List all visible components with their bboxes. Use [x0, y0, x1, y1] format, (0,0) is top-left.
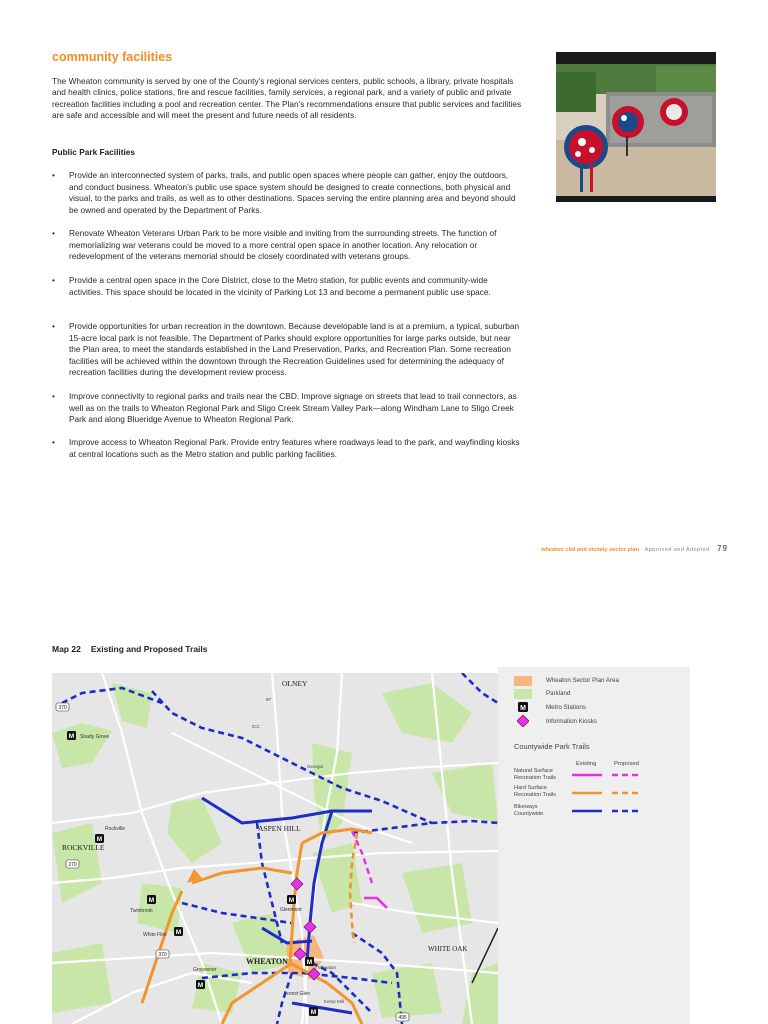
- page-footer: [541, 544, 728, 553]
- legend-trails-heading: Countywide Park Trails: [514, 742, 590, 751]
- map-title: [52, 644, 208, 654]
- bullet-text: Improve access to Wheaton Regional Park. Provide entry features where roadways lead to the park, and wayfinding kiosks at central locations such as the Metro station and public parking facilities.: [69, 437, 520, 459]
- bullet-dot: •: [52, 391, 55, 401]
- parkland-swatch: [514, 689, 532, 699]
- legend-trail-line1: Bikeways: [514, 804, 538, 810]
- bullet-dot: •: [52, 321, 55, 331]
- svg-text:270: 270: [68, 862, 77, 868]
- legend-existing-header: Existing: [576, 761, 597, 767]
- bullet-item: [52, 275, 524, 298]
- legend-trail-line1: Natural Surface: [514, 768, 553, 774]
- legend-proposed-header: Proposed: [614, 761, 639, 767]
- svg-text:M: M: [310, 1009, 317, 1016]
- legend-label: Metro Stations: [546, 704, 586, 711]
- metro-station-glenmont: [287, 895, 296, 904]
- intro-paragraph: The Wheaton community is served by one of the County’s regional services centers, public schools, a library, private hospitals and health clinics, police stations, fire and rescue facilities, family services, a regional park, and a variety of public and private recreation facilities including a pool and recreation center. The Plan’s recommendations ensure that public services and facilities are safe and accessible and will meet the present and future needs of all residents.: [52, 76, 522, 121]
- svg-text:M: M: [96, 836, 103, 843]
- legend-trail-bikeways: [514, 804, 574, 817]
- svg-text:370: 370: [158, 952, 167, 958]
- legend-trail-line1: Hard Surface: [514, 785, 547, 791]
- shield-370: [56, 703, 69, 711]
- bullet-text: Provide a central open space in the Core District, close to the Metro station, for public events and community-wide activities. This space should be located in the vicinity of Parking Lot 13 and become a permanent public use space.: [69, 275, 491, 297]
- bullet-text: Provide opportunities for urban recreation in the downtown. Because developable land is at a premium, a typical, suburban 15-acre local park is not feasible. The Department of Parks should explore opportunities for large parks outside, but near the Plan area, to meet the standards established in the Land Preservation, Parks, and Recreation Plan. Some recreation facilities will be achieved within the downtown through the Recreation Guidelines used for determining the adequacy of recreation facilities during the development review process.: [69, 321, 520, 378]
- metro-icon: [518, 702, 528, 712]
- bullet-item: [52, 228, 524, 263]
- footer-plan-name: wheaton cbd and vicinity sector plan: [541, 547, 640, 553]
- label-white-flint: White Flint: [143, 932, 167, 938]
- plan-area-swatch: [514, 676, 532, 686]
- label-glenmont: Glenmont: [280, 907, 302, 913]
- metro-station-forest-glen: [309, 1007, 318, 1016]
- bullet-item: [52, 391, 524, 426]
- map-caption: Existing and Proposed Trails: [90, 644, 208, 654]
- label-icc: ICC: [252, 724, 260, 729]
- section-title: community facilities: [52, 50, 173, 64]
- svg-text:370: 370: [58, 705, 67, 711]
- metro-station-twinbrook: [147, 895, 156, 904]
- legend-trail-line2: Recreation Trails: [514, 774, 556, 781]
- page-number: 79: [717, 544, 728, 553]
- veterans-memorial-photo: [556, 52, 716, 202]
- label-wheaton: WHEATON: [246, 957, 288, 966]
- bullet-dot: •: [52, 275, 55, 285]
- legend-natural-lines: [572, 771, 692, 781]
- svg-text:M: M: [68, 733, 75, 740]
- label-kemp-mill: Kemp Mill: [324, 999, 344, 1004]
- svg-text:M: M: [197, 982, 204, 989]
- svg-text:M: M: [148, 897, 155, 904]
- bullet-text: Improve connectivity to regional parks and trails near the CBD. Improve signage on streets that lead to trail connectors, as well as on the trails to Wheaton Regional Park and Sligo Creek Stream Valley Park—along Windham Lane to Sligo Creek Park and along Blueridge Avenue to Wheaton Regional Park.: [69, 391, 517, 425]
- label-aspen-hill: ASPEN HILL: [258, 824, 301, 833]
- legend-trail-line2: Countywide: [514, 810, 544, 817]
- bullet-dot: •: [52, 437, 55, 447]
- metro-station-white-flint: [174, 927, 183, 936]
- public-park-facilities-heading: Public Park Facilities: [52, 147, 136, 157]
- footer-status: Approved and Adopted: [644, 547, 710, 553]
- svg-text:M: M: [306, 959, 313, 966]
- legend-bikeway-lines: [572, 807, 692, 817]
- legend-label: Wheaton Sector Plan Area: [546, 677, 619, 684]
- bullet-item: [52, 437, 524, 460]
- bullet-text: Provide an interconnected system of parks, trails, and public open spaces where people can gather, enjoy the outdoors, and conduct business. Wheaton’s public use space system should be designed to create connections, both physical and visual, to the parks and trails, as well as to other destinations. Spaces serving the entire planning area and beyond should be owned and operated by the Department of Parks.: [69, 170, 516, 215]
- bullet-text: Renovate Wheaton Veterans Urban Park to be more visible and inviting from the surrounding streets. The function of memorializing war veterans could be moved to a more central open space in another location. Any relocation or redevelopment of the veterans memorial should be closely coordinated with veterans groups.: [69, 228, 497, 262]
- legend-trail-hard: [514, 785, 574, 798]
- legend-label: Parkland: [546, 690, 571, 697]
- label-rockville: ROCKVILLE: [62, 843, 105, 852]
- shield-370-south: [156, 950, 169, 958]
- label-olney: OLNEY: [282, 679, 308, 688]
- bullet-dot: •: [52, 170, 55, 180]
- svg-text:M: M: [175, 929, 182, 936]
- shield-270: [66, 860, 79, 868]
- label-grosvenor: Grosvenor: [193, 967, 217, 973]
- map-number: Map 22: [52, 644, 81, 654]
- svg-text:M: M: [288, 897, 295, 904]
- shield-495: [396, 1013, 409, 1021]
- metro-station-grosvenor: [196, 980, 205, 989]
- bullet-item: [52, 321, 524, 379]
- trails-map: [52, 673, 498, 1024]
- bullet-item: [52, 170, 524, 216]
- label-twinbrook: Twinbrook: [130, 908, 153, 914]
- label-shady-grove: Shady Grove: [80, 734, 110, 740]
- metro-station-shady-grove: [67, 731, 76, 740]
- map-legend: [498, 667, 690, 1024]
- label-forest-glen: Forest Glen: [284, 991, 311, 997]
- label-georgia: Georgia: [307, 764, 324, 769]
- metro-station-rockville: [95, 834, 104, 843]
- legend-trail-line2: Recreation Trails: [514, 791, 556, 798]
- legend-label: Information Kiosks: [546, 718, 597, 725]
- metro-station-wheaton: [305, 957, 314, 966]
- kiosk-icon: [517, 715, 529, 727]
- svg-text:495: 495: [398, 1015, 407, 1021]
- label-wheaton-road: Wheaton: [318, 965, 337, 970]
- label-white-oak: WHITE OAK: [428, 945, 468, 953]
- legend-trail-natural: [514, 768, 574, 781]
- legend-hard-lines: [572, 789, 692, 799]
- svg-text:M: M: [520, 705, 526, 712]
- bullet-dot: •: [52, 228, 55, 238]
- label-rockville-station: Rockville: [105, 826, 126, 832]
- label-route-97: 97: [266, 697, 272, 702]
